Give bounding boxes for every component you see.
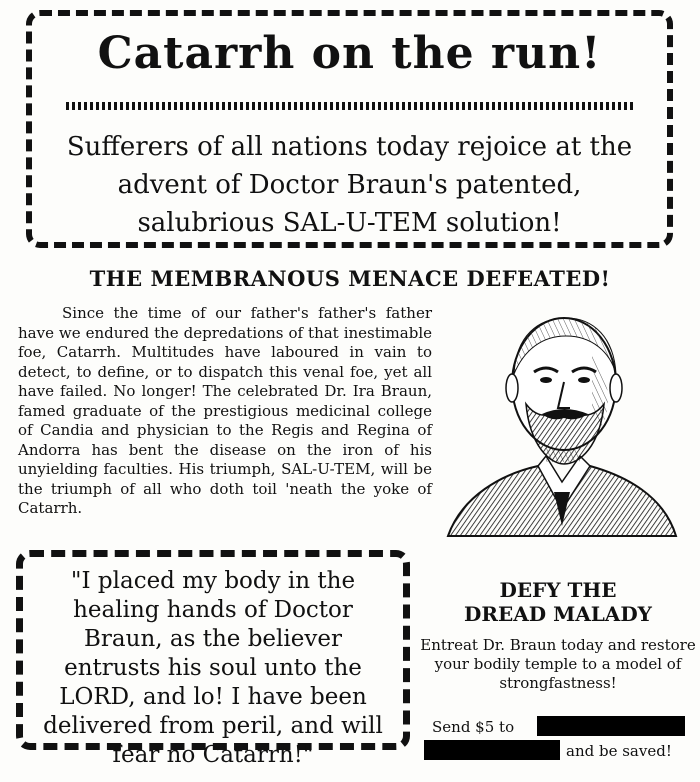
call-to-action-title: [416, 578, 700, 626]
saved-instruction: and be saved!: [566, 742, 672, 760]
redaction-bar: [537, 716, 685, 736]
call-to-action-text: Entreat Dr. Braun today and restore your bodily temple to a model of strongfastness!: [420, 636, 696, 692]
send-instruction: Send $5 to: [432, 718, 515, 736]
headline: Catarrh on the run!: [97, 28, 602, 79]
cta-title-line-2: DREAD MALADY: [464, 602, 652, 626]
redaction-bar: [424, 740, 560, 760]
body-copy: Since the time of our father's father's father have we endured the depredations of that inestimable foe, Catarrh. Multitudes have laboured in vain to detect, to define, or to dispatch this venal foe, yet all have failed. No longer! The celebrated Dr. Ira Braun, famed graduate of the prestigious medicinal college of Candia and physician to the Regis and Regina of Andorra has bent the disease on the iron of his unyielding faculties. His triumph, SAL-U-TEM, will be the triumph of all who doth toil 'neath the yoke of Catarrh.: [18, 304, 432, 517]
testimonial-box: [16, 550, 410, 768]
subhead: THE MEMBRANOUS MENACE DEFEATED!: [89, 266, 611, 291]
portrait-illustration: [442, 296, 680, 540]
lede: Sufferers of all nations today rejoice at the advent of Doctor Braun's patented, salubrious SAL-U-TEM solution!: [66, 132, 633, 238]
headline-box: [26, 10, 673, 248]
testimonial-quote: "I placed my body in the healing hands of Doctor Braun, as the believer entrusts his soul unto the LORD, and lo! I have been delivered from peril, and will fear no Catarrh!": [43, 568, 383, 768]
headline-rule: [66, 102, 633, 110]
cta-title-line-1: DEFY THE: [499, 578, 617, 602]
portrait-icon: [442, 296, 680, 540]
